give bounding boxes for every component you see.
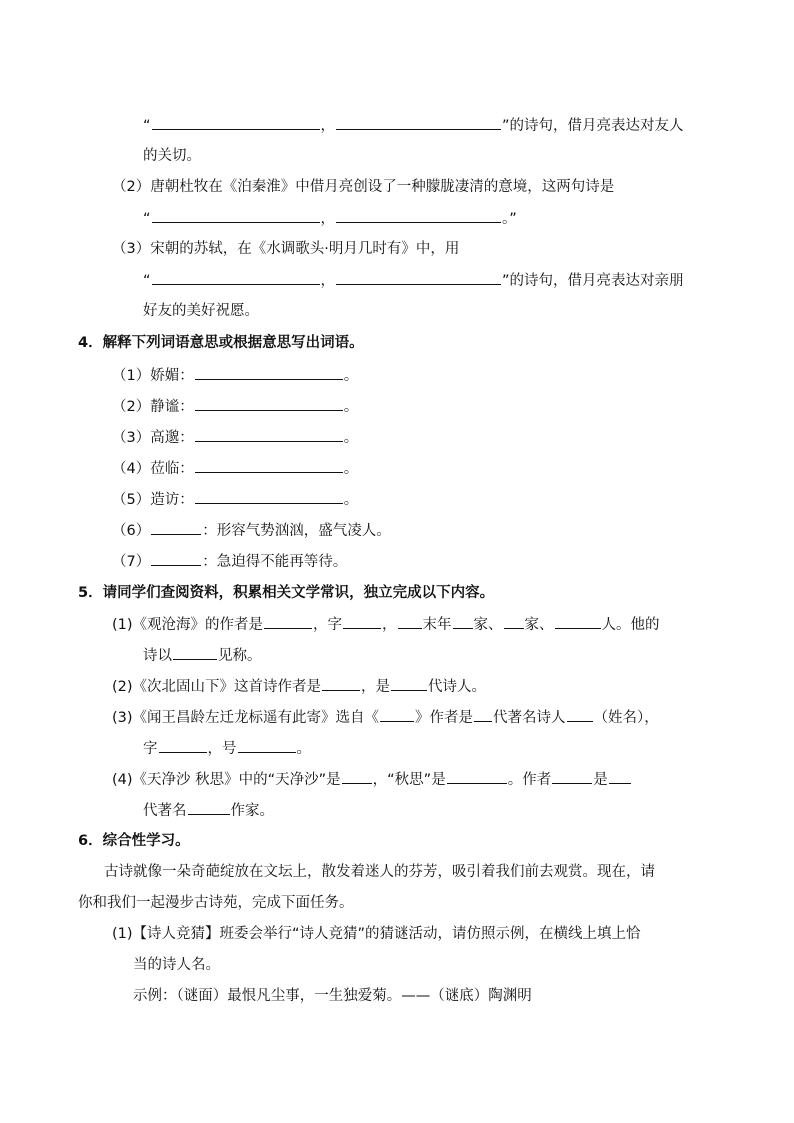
q6-item-1-line1: (1)【诗人竞猜】班委会举行“诗人竞猜”的猜谜活动，请仿照示例，在横线上填上恰 [112, 926, 641, 942]
answer-blank[interactable] [151, 520, 201, 535]
text: (4)《天净沙 秋思》中的“天净沙”是 [112, 772, 341, 788]
comma: ， [320, 273, 336, 289]
q5-item-2 [112, 676, 486, 697]
text: （姓名）， [593, 710, 659, 726]
answer-blank[interactable] [336, 208, 501, 223]
text: 高邈： [150, 430, 194, 446]
text: 静谧： [150, 399, 194, 415]
q3-p3-line2 [143, 270, 684, 291]
answer-blank[interactable] [552, 769, 592, 784]
item-label: （6） [112, 523, 151, 539]
q3-p2-line2 [143, 208, 517, 229]
answer-blank[interactable] [343, 614, 381, 629]
q6-title: 6．综合性学习。 [78, 833, 190, 849]
quote-open: “ [143, 211, 151, 227]
text: 作家。 [230, 803, 274, 819]
quote-open: “ [143, 273, 151, 289]
q5-item-4-line2 [143, 800, 274, 821]
text: 。 [343, 461, 359, 477]
text: 。 [343, 399, 359, 415]
q6-example: 示例：（谜面）最恨凡尘事，一生独爱菊。——（谜底）陶渊明 [133, 988, 532, 1004]
answer-blank[interactable] [322, 676, 360, 691]
item-label: （3） [112, 241, 151, 257]
item-label: （2） [112, 399, 151, 415]
text: 字 [143, 741, 158, 757]
answer-blank[interactable] [195, 489, 343, 504]
text: 。 [343, 368, 359, 384]
text: 家、 [524, 617, 554, 633]
answer-blank[interactable] [152, 115, 320, 130]
answer-blank[interactable] [159, 738, 207, 753]
text: 莅临： [150, 461, 194, 477]
text: 是 [593, 772, 608, 788]
q4-item-3 [112, 427, 358, 448]
text: (2)《次北固山下》这首诗作者是 [112, 679, 322, 695]
answer-blank[interactable] [398, 614, 422, 629]
answer-blank[interactable] [555, 614, 601, 629]
quote-open: “ [143, 118, 151, 134]
q6-para-line2: 你和我们一起漫步古诗苑，完成下面任务。 [78, 895, 354, 911]
answer-blank[interactable] [152, 270, 320, 285]
answer-blank[interactable] [195, 458, 343, 473]
answer-blank[interactable] [380, 707, 414, 722]
answer-blank[interactable] [238, 738, 296, 753]
text: 见称。 [218, 648, 262, 664]
q5-item-1-line1 [112, 614, 660, 635]
answer-blank[interactable] [453, 614, 473, 629]
item-label: （5） [112, 492, 151, 508]
answer-blank[interactable] [264, 614, 312, 629]
text: 娇媚： [150, 368, 194, 384]
answer-blank[interactable] [152, 208, 320, 223]
q4-item-2 [112, 396, 358, 417]
item-label: （4） [112, 461, 151, 477]
q5-title: 5．请同学们查阅资料，积累相关文学常识，独立完成以下内容。 [78, 585, 495, 601]
text: ”的诗句，借月亮表达对友人 [502, 118, 684, 134]
text: 人。他的 [601, 617, 660, 633]
text: ”的诗句，借月亮表达对亲朋 [502, 273, 684, 289]
q4-item-6 [112, 520, 391, 541]
text: 宋朝的苏轼，在《水调歌头·明月几时有》中，用 [150, 241, 460, 257]
answer-blank[interactable] [504, 614, 524, 629]
answer-blank[interactable] [151, 551, 201, 566]
q4-item-4 [112, 458, 358, 479]
text: ：急迫得不能再等待。 [202, 554, 348, 570]
answer-blank[interactable] [609, 769, 631, 784]
q4-item-5 [112, 489, 358, 510]
q5-item-3-line2 [143, 738, 311, 759]
answer-blank[interactable] [391, 676, 427, 691]
item-label: （7） [112, 554, 151, 570]
text: 诗以 [143, 648, 172, 664]
q6-item-1-line2: 当的诗人名。 [133, 957, 220, 973]
text: ：形容气势汹汹，盛气凌人。 [202, 523, 391, 539]
item-label: （1） [112, 368, 151, 384]
answer-blank[interactable] [195, 427, 343, 442]
text: 。作者 [507, 772, 552, 788]
q5-item-1-line2 [143, 645, 262, 666]
q5-item-3-line1 [112, 707, 659, 728]
answer-blank[interactable] [336, 270, 501, 285]
text: 代诗人。 [428, 679, 487, 695]
text: (1)《观沧海》的作者是 [112, 617, 264, 633]
item-label: （2） [112, 179, 151, 195]
text: ，字 [313, 617, 343, 633]
q3-p1-line2: 的关切。 [143, 148, 201, 164]
item-label: （3） [112, 430, 151, 446]
comma: ， [320, 118, 336, 134]
text: 。” [502, 211, 517, 227]
text: 。 [343, 492, 359, 508]
answer-blank[interactable] [195, 396, 343, 411]
answer-blank[interactable] [447, 769, 507, 784]
q4-item-7 [112, 551, 347, 572]
text: ，号 [207, 741, 237, 757]
answer-blank[interactable] [567, 707, 593, 722]
answer-blank[interactable] [173, 645, 217, 660]
q3-p3-line1 [112, 239, 459, 259]
text: 代著名 [143, 803, 187, 819]
answer-blank[interactable] [195, 365, 343, 380]
q3-p1-line1 [143, 115, 684, 136]
text: (3)《闻王昌龄左迁龙标遥有此寄》选自《 [112, 710, 380, 726]
text: 造访： [150, 492, 194, 508]
text: 》作者是 [415, 710, 474, 726]
text: ，“秋思”是 [372, 772, 446, 788]
text: ，是 [361, 679, 391, 695]
q5-item-4-line1 [112, 769, 632, 790]
text: 。 [343, 430, 359, 446]
answer-blank[interactable] [336, 115, 501, 130]
text: 唐朝杜牧在《泊秦淮》中借月亮创设了一种朦胧凄清的意境，这两句诗是 [150, 179, 615, 195]
text: 代著名诗人 [493, 710, 566, 726]
q3-p2-line1 [112, 177, 614, 197]
comma: ， [320, 211, 336, 227]
answer-blank[interactable] [342, 769, 372, 784]
q6-para-line1: 古诗就像一朵奇葩绽放在文坛上，散发着迷人的芬芳，吸引着我们前去观赏。现在，请 [104, 864, 655, 880]
q4-item-1 [112, 365, 358, 386]
q4-title: 4．解释下列词语意思或根据意思写出词语。 [78, 335, 364, 351]
text: ， [382, 617, 397, 633]
answer-blank[interactable] [188, 800, 230, 815]
answer-blank[interactable] [474, 707, 492, 722]
text: 末年 [422, 617, 452, 633]
q3-p3-line3: 好友的美好祝愿。 [143, 303, 259, 319]
text: 家、 [473, 617, 503, 633]
text: 。 [296, 741, 311, 757]
